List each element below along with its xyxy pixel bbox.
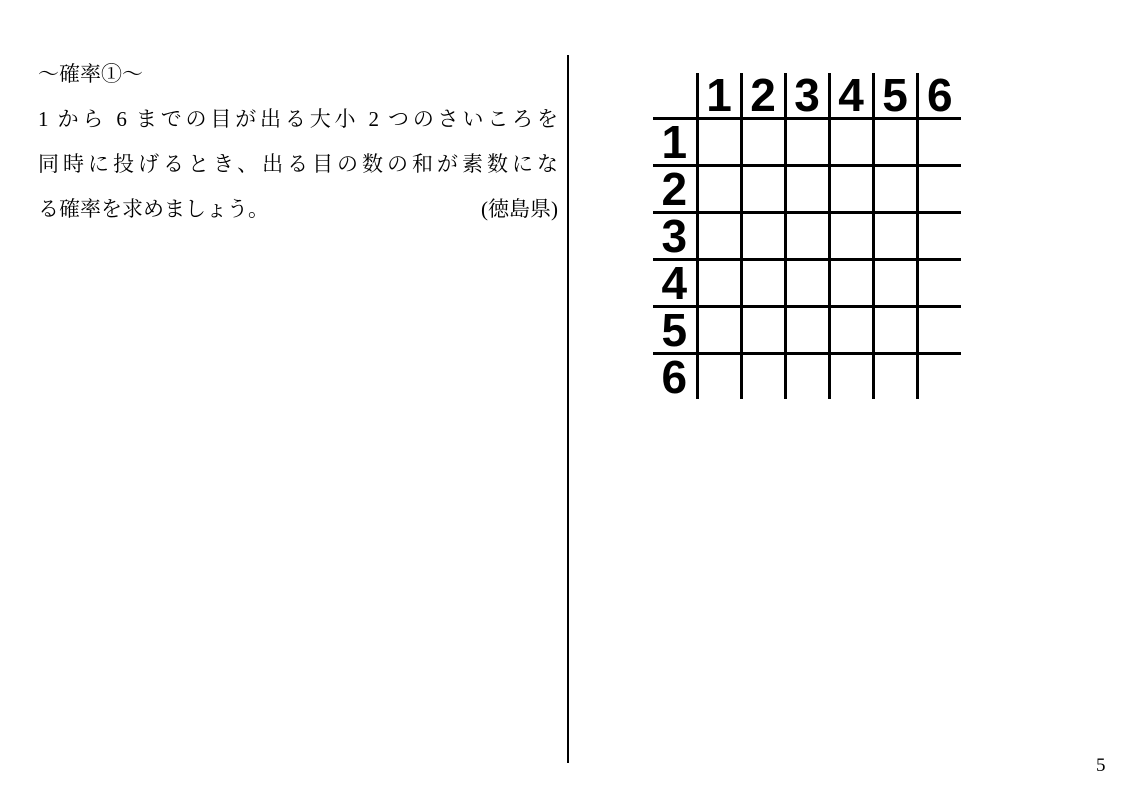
- grid-col-header-4: 4: [829, 73, 873, 119]
- grid-cell-3-2: [741, 213, 785, 260]
- grid-cell-3-4: [829, 213, 873, 260]
- grid-cell-4-3: [785, 260, 829, 307]
- grid-col-header-1: 1: [697, 73, 741, 119]
- grid-cell-4-4: [829, 260, 873, 307]
- problem-text-line-2: 同時に投げるとき、出る目の数の和が素数にな: [38, 152, 558, 176]
- grid-cell-6-4: [829, 354, 873, 400]
- grid-cell-2-2: [741, 166, 785, 213]
- grid-cell-3-5: [873, 213, 917, 260]
- problem-text-last: る確率を求めましょう。: [38, 197, 269, 221]
- grid-cell-5-2: [741, 307, 785, 354]
- grid-corner-cell: [653, 73, 697, 119]
- grid-cell-4-5: [873, 260, 917, 307]
- grid-row-header-1: 1: [653, 119, 697, 166]
- grid-cell-5-5: [873, 307, 917, 354]
- grid-cell-6-1: [697, 354, 741, 400]
- grid-cell-4-6: [917, 260, 961, 307]
- grid-row-5: [653, 307, 961, 354]
- grid-cell-1-1: [697, 119, 741, 166]
- grid-cell-2-3: [785, 166, 829, 213]
- column-divider-line: [567, 55, 569, 763]
- grid-cell-3-6: [917, 213, 961, 260]
- grid-col-header-3: 3: [785, 73, 829, 119]
- grid-cell-2-6: [917, 166, 961, 213]
- grid-cell-3-1: [697, 213, 741, 260]
- grid-row-2: [653, 166, 961, 213]
- grid-cell-5-4: [829, 307, 873, 354]
- grid-cell-6-3: [785, 354, 829, 400]
- grid-cell-6-2: [741, 354, 785, 400]
- problem-text-line-3: [38, 187, 558, 232]
- grid-cell-2-1: [697, 166, 741, 213]
- grid-row-1: [653, 119, 961, 166]
- grid-cell-4-2: [741, 260, 785, 307]
- grid-cell-5-6: [917, 307, 961, 354]
- grid-col-header-6: 6: [917, 73, 961, 119]
- grid-cell-1-2: [741, 119, 785, 166]
- grid-cell-1-6: [917, 119, 961, 166]
- grid-cell-4-1: [697, 260, 741, 307]
- grid-row-header-3: 3: [653, 213, 697, 260]
- grid-cell-1-3: [785, 119, 829, 166]
- grid-row-6: [653, 354, 961, 400]
- dice-sum-grid: [653, 69, 961, 403]
- problem-text-line-1: 1 から 6 までの目が出る大小 2 つのさいころを: [38, 107, 558, 131]
- problem-block: [38, 52, 558, 232]
- grid-row-header-2: 2: [653, 166, 697, 213]
- grid-cell-2-5: [873, 166, 917, 213]
- grid-cell-6-6: [917, 354, 961, 400]
- grid-cell-1-4: [829, 119, 873, 166]
- grid-cell-6-5: [873, 354, 917, 400]
- grid-cell-5-3: [785, 307, 829, 354]
- grid-cell-3-3: [785, 213, 829, 260]
- page-number: 5: [1096, 755, 1106, 776]
- grid-header-row: [653, 73, 961, 119]
- grid-cell-2-4: [829, 166, 873, 213]
- grid-row-4: [653, 260, 961, 307]
- problem-title: ～確率①～: [38, 62, 143, 86]
- grid-cell-1-5: [873, 119, 917, 166]
- source-prefecture-label: (徳島県): [481, 197, 558, 221]
- grid-row-header-4: 4: [653, 260, 697, 307]
- grid-col-header-5: 5: [873, 73, 917, 119]
- grid-row-header-5: 5: [653, 307, 697, 354]
- grid-row-header-6: 6: [653, 354, 697, 400]
- grid-cell-5-1: [697, 307, 741, 354]
- grid-row-3: [653, 213, 961, 260]
- grid-col-header-2: 2: [741, 73, 785, 119]
